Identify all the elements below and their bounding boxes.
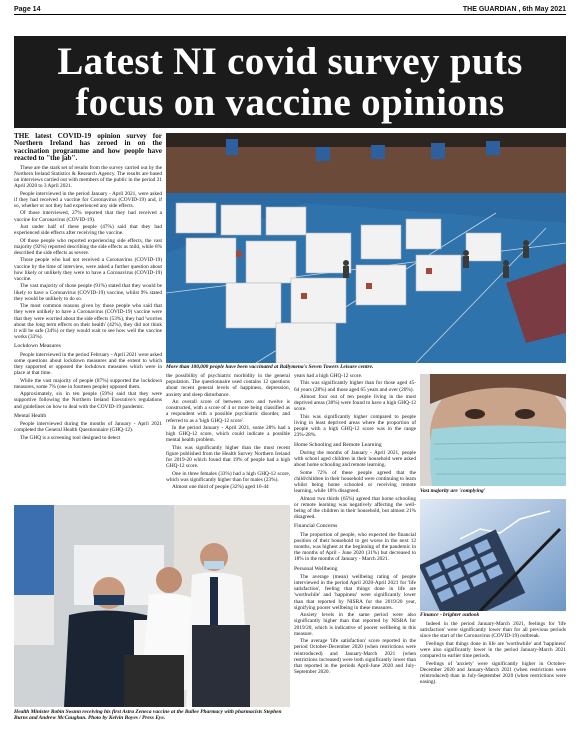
vaccination-hall-image — [166, 133, 566, 363]
paragraph: Feelings that things done in life are 'worthwhile' and 'happiness' were also significantly lower in the period January-March 2021 compared to earlier time periods. — [420, 640, 566, 660]
paragraph: Almost two thirds (65%) agreed that home schooling or remote learning was negatively affecting the well-being of the children in their household, but almost 21% disagreed. — [294, 495, 416, 521]
paragraph: years had a high GHQ-12 score. — [294, 373, 363, 379]
paragraph: While the vast majority of people (87%) supported the lockdown measures, some 7% (one in fourteen people) opposed them. — [14, 377, 162, 390]
paragraph: Indeed in the period January-March 2021, feelings for 'life satisfaction' were significantly lower than for all previous periods since the start of the Coronavirus (COVID-19) outbreak. — [420, 621, 566, 640]
paragraph: Approximately, six in ten people (59%) said that they were supportive following the Northern Ireland Executive's regulations and guidelines on how to deal with the COVID-19 pandemic. — [14, 391, 162, 410]
page-number: Page 14 — [14, 5, 41, 13]
paragraph: Feelings of 'anxiety' were significantly higher in October-December 2020 and January-March 2021 (when restrictions were reintroduced) than in July-September 2020 (when restrictions were easing). — [420, 660, 566, 686]
headline-line-1: Latest NI covid survey puts — [57, 40, 523, 83]
paragraph: People interviewed during the months of January - April 2021 completed the General Health Questionnaire (GHQ-12). — [14, 421, 162, 434]
headline-line-2: focus on vaccine opinions — [75, 81, 505, 124]
minister-caption: Health Minister Robin Swann receiving his first Astra Zeneca vaccine at the Ballee Pharmacy with pharmacists Stephen Burns and Andrew McCaughan. Photo by Kelvin Boyes / Press Eye. — [14, 709, 282, 722]
section-heading: Personal Wellbeing — [294, 565, 338, 572]
page-header — [14, 4, 566, 15]
paragraph: The proportion of people, who expected the financial position of their household to get worse in the next 12 months, was highest at the beginning of the pandemic in the months of April - June 2020 (31%) but decreased to 18% in the months of January - March 2021. — [294, 531, 416, 563]
headline — [14, 36, 566, 128]
paragraph: Of those people who reported experiencing side effects, the vast majority (92%) reported describing the side effects as mild, while 8% described the side effects as severe. — [14, 237, 162, 257]
column-2 — [166, 373, 290, 503]
mask-caption: Vast majority are 'complying' — [420, 488, 486, 494]
section-heading: Financial Concerns — [294, 523, 338, 530]
paragraph: The most common reasons given by those people who said that they were unlikely to have a Coronavirus (COVID-19) vaccine were that they were worried about the side effects (53%), they had 'worries about the long term effects on their health' (42%), they did not think it will be safe (34%) or they would wait to see how well the vaccine works (33%). — [14, 303, 162, 341]
paragraph: The average (mean) wellbeing rating of people interviewed in the period April 2020-April 2021 for 'life satisfaction', feeling that things done in life are 'worthwhile' and 'happiness' were significantly lower than that reported by NISRA for the 2019/20 year, signifying poorer wellbeing in these measures. — [294, 573, 416, 611]
paragraph: One in three females (33%) had a high GHQ-12 score, which was significantly higher than for males (23%). — [166, 470, 290, 483]
paragraph: People interviewed in the period January - April 2021, were asked if they had received a vaccine for Coronavirus (COVID-19) and, if so, whether or not they had experienced any side effects. — [14, 190, 162, 210]
paragraph: Almost one third of people (32%) aged 16-44 — [172, 484, 269, 491]
finance-photo — [420, 499, 566, 611]
paragraph: In the period January - April 2021, some 28% had a high GHQ-12 score, which could indicate a possible mental health problem. — [166, 425, 290, 444]
finance-caption: Finance - brighter outlook — [420, 612, 480, 618]
lead-paragraph: THE latest COVID-19 opinion survey for Northern Ireland has zeroed in on the vaccination programme and how people have reacted to "the jab". — [14, 133, 162, 163]
mask-photo — [420, 374, 566, 486]
paragraph: The average 'life satisfaction' score reported in the period October-December 2020 (when restrictions were reintroduced) and January-March 2021 (when restrictions increased) were both significantly lower than that reported in the periods April-June 2020 and July-September 2020. — [294, 638, 416, 676]
paragraph: The GHQ is a screening tool designed to detect — [20, 434, 121, 441]
paragraph: These are the stark set of results from the survey carried out by the Northern Ireland Statistics & Research Agency. The results are based on interviews carried out with members of the public in the period 21 April 2020 to 3 April 2021. — [14, 164, 162, 190]
paragraph: Of those interviewed, 27% reported that they had received a vaccine for Coronavirus (COVID-19). — [14, 210, 162, 223]
paragraph: the possibility of psychiatric morbidity in the general population. The questionnaire used contains 12 questions about recent general levels of happiness, depression, anxiety and sleep disturbance. — [166, 373, 290, 398]
leisure-centre-photo — [166, 133, 566, 363]
paragraph: This was significantly higher than the most recent figure published from the Health Survey Northern Ireland for 2019-20 which found that 19% of people had a high GHQ-12 score. — [166, 444, 290, 470]
paragraph: Some 72% of these people agreed that the child/children in their household were continuing to learn whilst being home schooled or receiving remote learning, while 18% disagreed. — [294, 469, 416, 495]
publication-date: THE GUARDIAN , 6th May 2021 — [462, 5, 566, 13]
paragraph: People interviewed in the period February - April 2021 were asked some questions about lockdown measures and the extent to which they supported or opposed the lockdown measures which were in place at that time. — [14, 351, 162, 377]
column-1 — [14, 133, 162, 505]
leisure-centre-caption: More than 100,000 people have been vaccinated at Ballymena's Seven Towers Leisure centre. — [166, 364, 374, 370]
paragraph: Anxiety levels in the same period were also significantly higher than that reported by NISRA for 2019/20, which is indicative of poorer wellbeing in this measure. — [294, 612, 416, 637]
paragraph: The vast majority of those people (91%) stated that they would be likely to have a Coronavirus (COVID-19) vaccine, whilst 9% stated they would be unlikely to do so. — [14, 283, 162, 302]
paragraph: Just under half of these people (47%) said that they had experienced side effects after receiving the vaccine. — [14, 224, 162, 237]
section-heading: Home Schooling and Remote Learning — [294, 441, 382, 448]
minister-vaccine-photo — [14, 505, 290, 707]
column-3 — [294, 373, 416, 729]
section-heading: Lockdown Measures — [14, 343, 61, 350]
paragraph: This was significantly higher compared to people living in least deprived areas where the proportion of people with a high GHQ-12 score was in the range 23%-28%. — [294, 413, 416, 439]
paragraph: This was significantly higher than for those aged 45-64 years (28%) and those aged 65 years and over (20%). — [294, 380, 416, 393]
paragraph: An overall score of between zero and twelve is constructed, with a score of 4 or more being classified as a respondent with a possible psychiatric disorder, and referred to as a 'high GHQ-12 score'. — [166, 399, 290, 424]
paragraph: During the months of January - April 2021, people with school aged children in their household were asked about home schooling and remote learning. — [294, 449, 416, 469]
paragraph: Almost four out of ten people living in the most deprived areas (38%) were found to have a high GHQ-12 score. — [294, 393, 416, 413]
face-mask-image — [420, 374, 566, 486]
pharmacy-vaccination-image — [14, 505, 290, 707]
paragraph: Those people who had not received a Coronavirus (COVID-19) vaccine by the time of interview, were asked a further question about how likely or unlikely they were to have a Coronavirus (COVID-19) vaccine. — [14, 257, 162, 283]
column-4 — [420, 621, 566, 731]
calculator-image — [420, 499, 566, 611]
section-heading: Mental Health — [14, 412, 47, 419]
